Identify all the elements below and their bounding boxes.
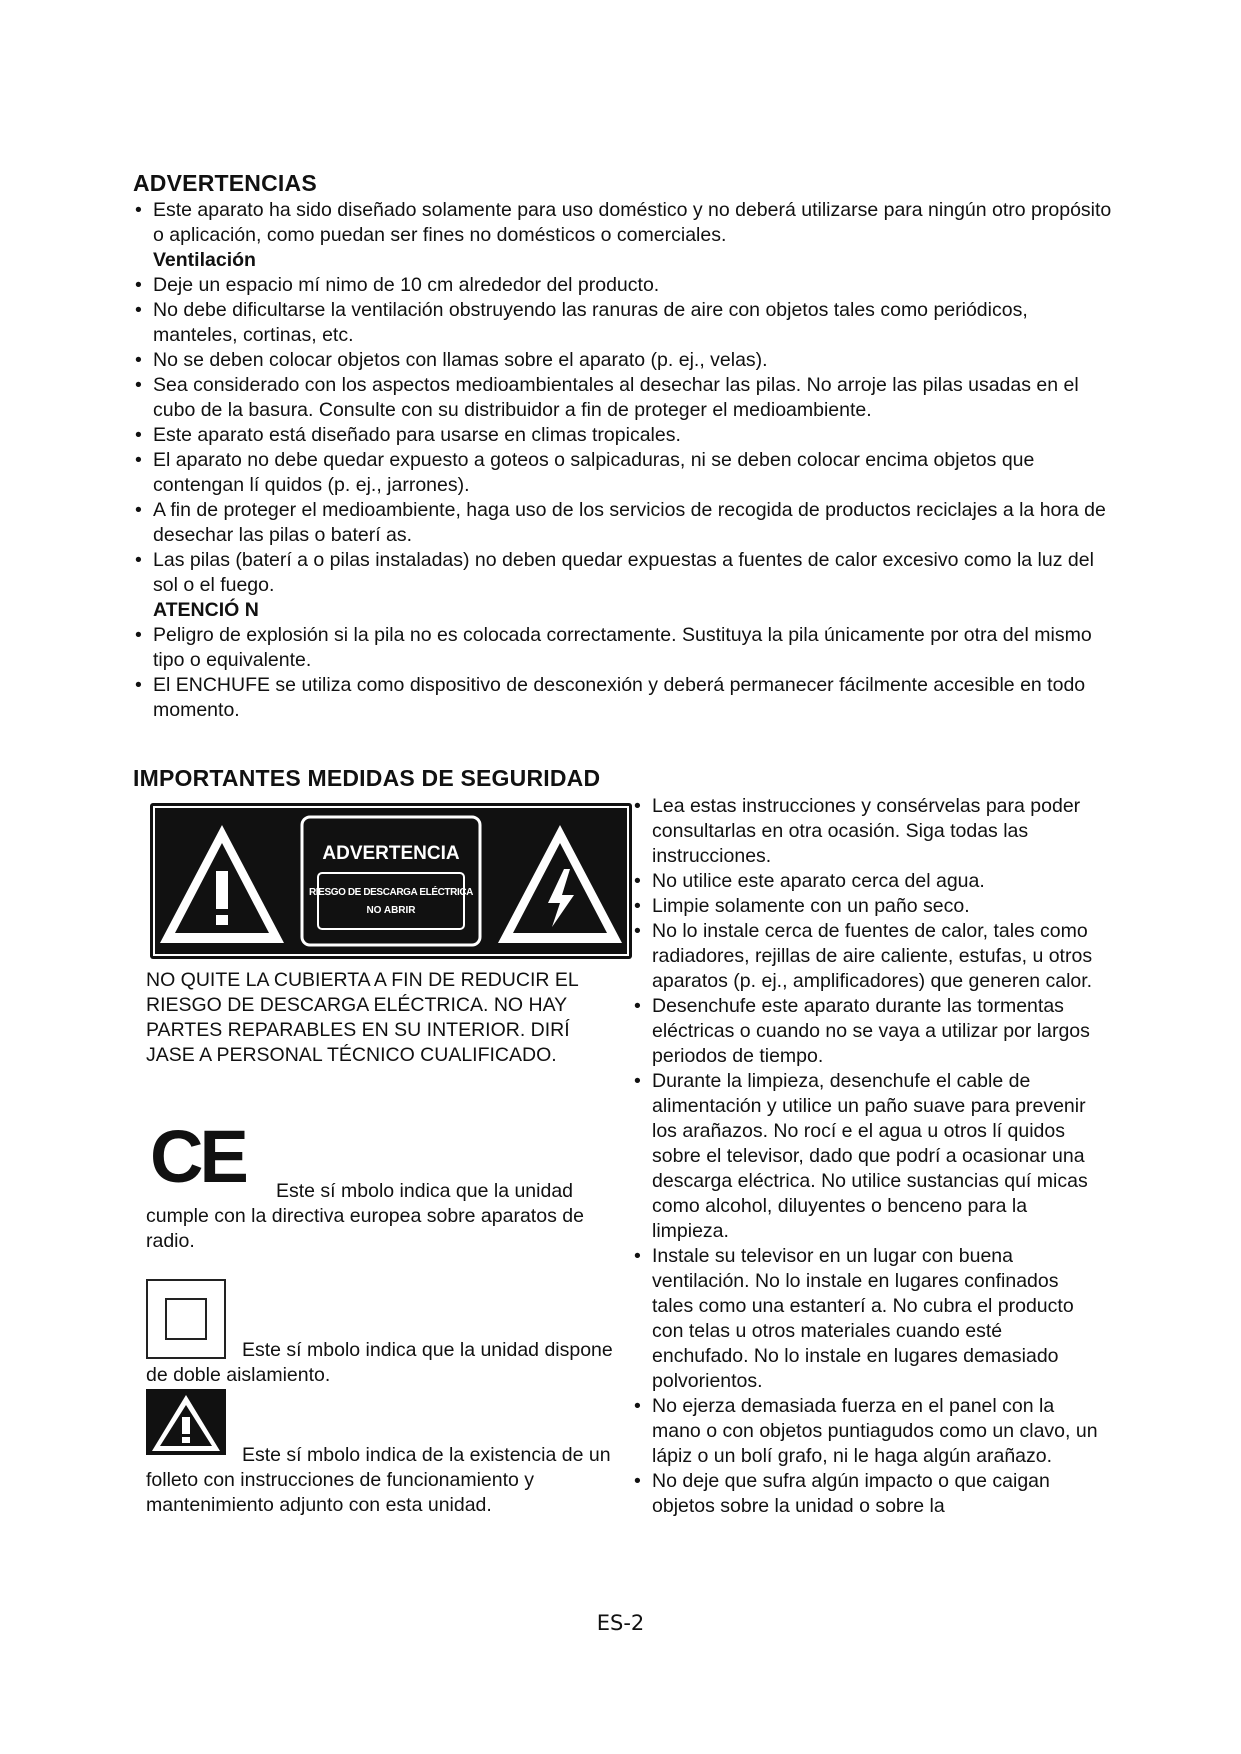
lightning-triangle-icon xyxy=(498,825,622,943)
list-item: • No deje que sufra algún impacto o que caigan objetos sobre la unidad o sobre la xyxy=(632,1469,1102,1519)
subheading-atencion: ATENCIÓ N xyxy=(153,599,259,621)
list-item: • Deje un espacio mí nimo de 10 cm alrededor del producto. xyxy=(133,273,1113,298)
list-item: • El ENCHUFE se utiliza como dispositivo de desconexión y deberá permanecer fácilmente accesible en todo momento. xyxy=(133,673,1113,723)
list-item: • A fin de proteger el medioambiente, haga uso de los servicios de recogida de productos reciclajes a la hora de desechar las pilas o baterí as. xyxy=(133,498,1113,548)
cover-warning-text: NO QUITE LA CUBIERTA A FIN DE REDUCIR EL RIESGO DE DESCARGA ELÉCTRICA. NO HAY PARTES REPARABLES EN SU INTERIOR. DIRÍ JASE A PERSONAL TÉCNICO CUALIFICADO. xyxy=(146,969,578,1066)
list-item: • Las pilas (baterí a o pilas instaladas) no deben quedar expuestas a fuentes de calor excesivo como la luz del sol o el fuego. xyxy=(133,548,1113,598)
list-item: • Desenchufe este aparato durante las tormentas eléctricas o cuando no se vaya a utilizar por largos periodos de tiempo. xyxy=(632,994,1102,1069)
safety-instructions-list xyxy=(632,794,1102,1519)
list-item: • Instale su televisor en un lugar con buena ventilación. No lo instale en lugares confinados tales como una estanterí a. No cubra el producto con telas u otros materiales cuando esté enchufado. No lo instale en lugares demasiado polvorientos. xyxy=(632,1244,1102,1394)
banner-heading: ADVERTENCIA xyxy=(322,843,460,864)
subheading-ventilacion: Ventilación xyxy=(153,249,256,271)
electric-shock-warning-banner xyxy=(150,803,632,959)
manual-warning-text: Este sí mbolo indica de la existencia de un folleto con instrucciones de funcionamiento y mantenimiento adjunto con esta unidad. xyxy=(146,1444,611,1516)
page-number: ES-2 xyxy=(596,1611,645,1635)
section-title-seguridad: IMPORTANTES MEDIDAS DE SEGURIDAD xyxy=(133,765,601,791)
ce-mark-text: Este sí mbolo indica que la unidad cumple con la directiva europea sobre aparatos de radio. xyxy=(146,1180,584,1252)
list-item: • Este aparato ha sido diseñado solamente para uso doméstico y no deberá utilizarse para ningún otro propósito o aplicación, como puedan ser fines no domésticos o comerciales. xyxy=(133,198,1113,248)
list-item: • No debe dificultarse la ventilación obstruyendo las ranuras de aire con objetos tales como periódicos, manteles, cortinas, etc. xyxy=(133,298,1113,348)
advertencias-list xyxy=(133,198,1113,723)
list-item: • No lo instale cerca de fuentes de calor, tales como radiadores, rejillas de aire caliente, estufas, u otros aparatos (p. ej., amplificadores) que generen calor. xyxy=(632,919,1102,994)
section-title-advertencias: ADVERTENCIAS xyxy=(133,170,317,196)
list-item: • No utilice este aparato cerca del agua. xyxy=(632,869,1102,894)
banner-line-1: RIESGO DE DESCARGA ELÉCTRICA xyxy=(308,887,473,898)
banner-line-2: NO ABRIR xyxy=(366,905,416,916)
double-insulation-text: Este sí mbolo indica que la unidad dispone de doble aislamiento. xyxy=(146,1339,613,1386)
list-item: • No ejerza demasiada fuerza en el panel con la mano o con objetos puntiagudos como un clavo, un lápiz o un bolí grafo, ni le haga algún arañazo. xyxy=(632,1394,1102,1469)
list-item: • No se deben colocar objetos con llamas sobre el aparato (p. ej., velas). xyxy=(133,348,1113,373)
list-item: • Lea estas instrucciones y consérvelas para poder consultarlas en otra ocasión. Siga todas las instrucciones. xyxy=(632,794,1102,869)
list-item: • Este aparato está diseñado para usarse en climas tropicales. xyxy=(133,423,1113,448)
list-item: • Sea considerado con los aspectos medioambientales al desechar las pilas. No arroje las pilas usadas en el cubo de la basura. Consulte con su distribuidor a fin de proteger el medioambiente. xyxy=(133,373,1113,423)
list-item: • Peligro de explosión si la pila no es colocada correctamente. Sustituya la pila únicamente por otra del mismo tipo o equivalente. xyxy=(133,623,1113,673)
list-item: • Limpie solamente con un paño seco. xyxy=(632,894,1102,919)
ce-mark-icon: CE xyxy=(150,1115,245,1198)
list-item: • Durante la limpieza, desenchufe el cable de alimentación y utilice un paño suave para prevenir los arañazos. No rocí e el agua u otros lí quidos sobre el televisor, dado que podrí a ocasionar una descarga eléctrica. No utilice sustancias quí micas como alcohol, diluyentes o benceno para la limpieza. xyxy=(632,1069,1102,1244)
list-item: • El aparato no debe quedar expuesto a goteos o salpicaduras, ni se deben colocar encima objetos que contengan lí quidos (p. ej., jarrones). xyxy=(133,448,1113,498)
exclamation-triangle-icon xyxy=(160,825,284,943)
